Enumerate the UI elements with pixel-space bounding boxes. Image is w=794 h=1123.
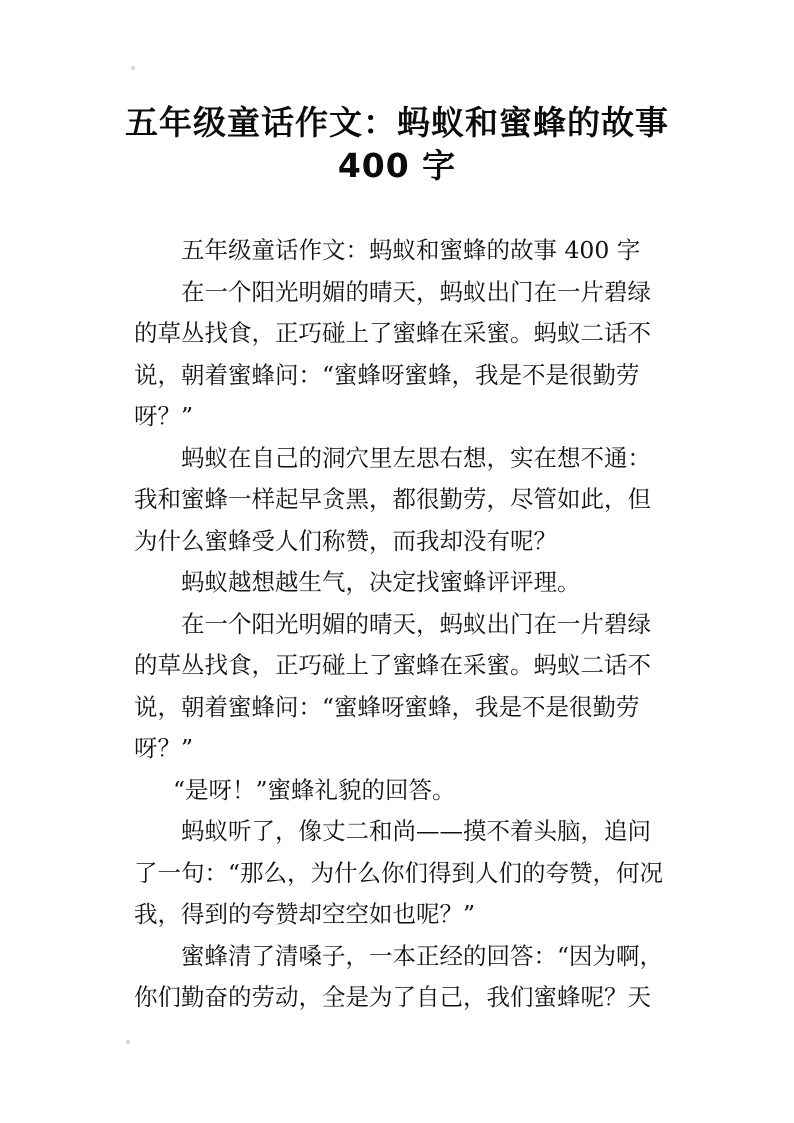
body-line-11: 的草丛找食，正巧碰上了蜜蜂在采蜜。蚂蚁二话不 [134, 651, 651, 679]
body-line-18: 蜜蜂清了清嗓子，一本正经的回答：“因为啊， [181, 941, 664, 970]
body-line-7: 我和蜜蜂一样起早贪黑，都很勤劳，尽管如此，但 [134, 485, 651, 513]
document-title-line-1: 五年级童话作文：蚂蚁和蜜蜂的故事 [125, 103, 669, 142]
body-line-10: 在一个阳光明媚的晴天，蚂蚁出门在一片碧绿 [181, 609, 651, 638]
body-line-19: 你们勤奋的劳动，全是为了自己，我们蜜蜂呢？天 [134, 983, 651, 1011]
document-title-line-2: 400 字 [337, 146, 457, 185]
body-line-17: 我，得到的夸赞却空空如也呢？” [134, 900, 476, 928]
body-line-12: 说，朝着蜜蜂问：“蜜蜂呀蜜蜂，我是不是很勤劳 [134, 692, 640, 721]
body-line-5: 呀？” [134, 402, 194, 430]
scan-speck-bottom [126, 1040, 130, 1044]
body-line-15: 蚂蚁听了，像丈二和尚——摸不着头脑，追问 [181, 817, 651, 845]
body-line-2: 在一个阳光明媚的晴天，蚂蚁出门在一片碧绿 [181, 277, 651, 306]
body-line-6: 蚂蚁在自己的洞穴里左思右想，实在想不通： [181, 443, 651, 472]
body-line-16: 了一句：“那么，为什么你们得到人们的夸赞，何况 [134, 858, 664, 887]
body-line-14: “是呀！”蜜蜂礼貌的回答。 [173, 775, 456, 804]
body-line-13: 呀？” [134, 734, 194, 762]
body-line-8: 为什么蜜蜂受人们称赞，而我却没有呢？ [134, 526, 557, 555]
body-line-9: 蚂蚁越想越生气，决定找蜜蜂评评理。 [181, 568, 581, 596]
document-body [134, 230, 664, 1019]
body-line-3: 的草丛找食，正巧碰上了蜜蜂在采蜜。蚂蚁二话不 [134, 319, 651, 347]
body-line-4: 说，朝着蜜蜂问：“蜜蜂呀蜜蜂，我是不是很勤劳 [134, 360, 640, 389]
scan-speck-top [131, 66, 135, 70]
body-line-1: 五年级童话作文：蚂蚁和蜜蜂的故事 400 字 [181, 236, 641, 264]
